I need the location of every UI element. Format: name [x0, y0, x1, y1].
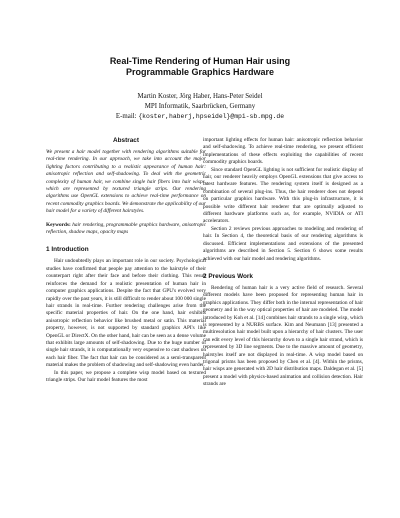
email-label: E-mail:: [115, 113, 137, 120]
author-email: [30, 111, 370, 122]
email-address: {koster,haberj,hpseidel}@mpi-sb.mpg.de: [138, 113, 285, 120]
author-list: Martin Koster, Jörg Haber, Hans-Peter Seidel: [137, 93, 263, 100]
right-paragraph-1: important lighting effects for human hair: anisotropic reflection behavior and self-shadowing. To achieve real-time rendering, we present efficient implementations of these effects exploiting the capabilities of recent commodity graphics boards.: [203, 137, 363, 166]
section-2-heading: 2 Previous Work: [203, 272, 253, 280]
previous-work-paragraph: Rendering of human hair is a very active field of research. Several different models have been proposed for representing human hair in graphics applications. They differ both in the internal representation of hair geometry and in the way optical properties of hair are modeled. The model introduced by Koh et al. [14] combines hair strands to a single wisp, which is represented by a NURBS surface. Kim and Neumann [13] presented a multiresolution hair model built upon a hierarchy of hair clusters. The user can edit every level of this hierarchy down to a single hair strand, which is represented by 3D line segments. Due to the massive amount of geometry, hairstyles itself are not displayed in real-time. A wisp model based on trigonal prisms has been proposed by Chen et al. [4]. Within the prisms, hair wisps are generated with 2D hair distribution maps. Daldegan et al. [5] present a model with physics-based animation and collision detection. Hair strands are: [203, 284, 363, 388]
intro-paragraph-2: In this paper, we propose a complete wisp model based on textured triangle strips. Our hair model features the most: [46, 369, 206, 383]
keywords: [46, 222, 206, 237]
left-column: [46, 137, 206, 384]
right-column: [203, 137, 363, 389]
abstract-text: We present a hair model together with rendering algorithms suitable for real-time rendering. In our approach, we take into account the major lighting factors contributing to a realistic appearance of human hair: anisotropic reflection and self-shadowing. To deal with the geometric complexity of human hair, we combine single hair fibers into hair wisps, which are represented by textured triangle strips. Our rendering algorithms use OpenGL extensions to achieve real-time performance on recent commodity graphics boards. We demonstrate the applicability of our hair model for a variety of different hairstyles.: [46, 149, 206, 215]
title-line-1: Real-Time Rendering of Human Hair using: [109, 56, 291, 66]
title-line-2: Programmable Graphics Hardware: [125, 67, 275, 77]
keywords-label: Keywords:: [46, 221, 71, 228]
affiliation: MPI Informatik, Saarbrücken, Germany: [144, 103, 256, 110]
abstract-heading: Abstract: [113, 137, 139, 144]
paper-title: [30, 56, 370, 78]
intro-paragraph-1: Hair undoubtedly plays an important role in our society. Psychological studies have confirmed that people pay attention to the hairstyle of their counterpart right after their face and before their clothing. This result reinforces the demand for a realistic presentation of human hair in computer graphics applications. Despite the fact that GPU's evolved very rapidly over the past years, it is still difficult to render about 100 000 single hair strands in real-time. Further rendering challenges arise from the specific material properties of hair. On the one hand, hair exhibits anisotropic reflection behavior like brushed metal or satin. This material property, however, is not supported by standard graphics API's like OpenGL or DirectX. On the other hand, hair can be seen as a dense volume that exhibits large amounts of self-shadowing. Due to the huge number of single hair strands, it is computationally very expensive to cast shadows on each hair fiber. The fact that hair can be considered as a semi-transparent material makes the problem of shadowing and self-shadowing even harder.: [46, 258, 206, 369]
keywords-text: hair rendering, programmable graphics hardware, anisotropic reflection, shadow maps, opacity maps: [46, 221, 207, 236]
right-paragraph-2: Since standard OpenGL lighting is not sufficient for realistic display of hair, our renderer heavily employs OpenGL extensions that give access to latest hardware features. The rendering system itself is designed as a combination of several plug-ins. Thus, the hair renderer does not depend on particular graphics hardware. With this plug-in infrastructure, it is possible write different hair renderer that are optimally adjusted to different hardware platforms such as, for example, NVIDIA or ATI accelerators.: [203, 166, 363, 225]
section-1-heading: 1 Introduction: [46, 246, 89, 254]
right-paragraph-3: Section 2 reviews previous approaches to modeling and rendering of hair. In Section 4, the theoretical basis of our rendering algorithms is discussed. Efficient implementations and extensions of the presented algorithms are described in Section 5. Section 6 shows some results achieved with our hair model and rendering algorithms.: [203, 225, 363, 262]
